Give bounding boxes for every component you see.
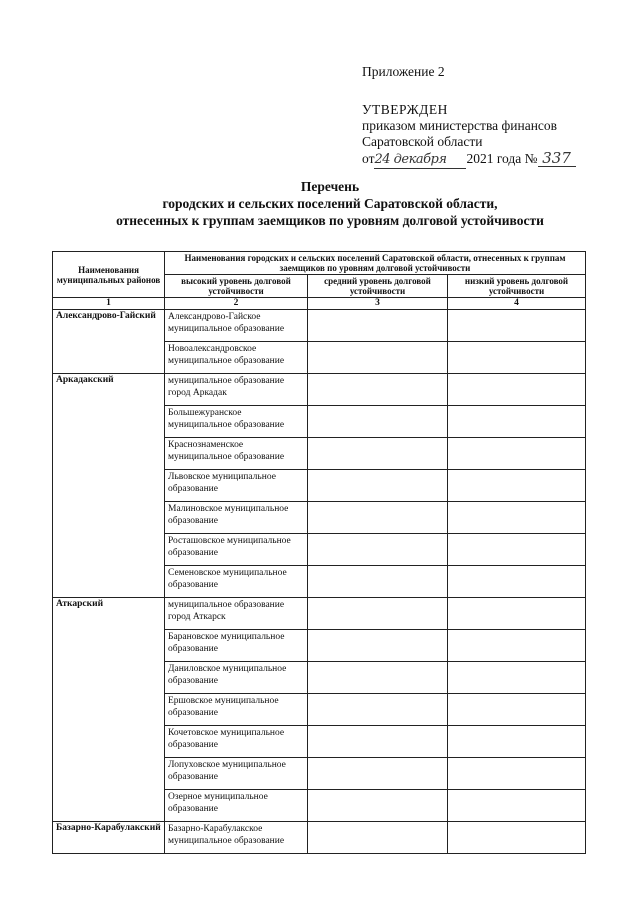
table-body <box>53 310 586 854</box>
table-row <box>53 598 586 630</box>
header-mid-level: средний уровень долговой устойчивости <box>308 275 448 298</box>
settlements-table <box>52 251 586 854</box>
settlement-name: муниципальное образование город Аткарск <box>165 598 308 630</box>
mid-level-cell <box>308 790 448 822</box>
column-number: 3 <box>308 298 448 310</box>
settlement-name: Львовское муниципальное образование <box>165 470 308 502</box>
mid-level-cell <box>308 438 448 470</box>
mid-level-cell <box>308 598 448 630</box>
settlement-name: Озерное муниципальное образование <box>165 790 308 822</box>
mid-level-cell <box>308 502 448 534</box>
low-level-cell <box>448 566 586 598</box>
low-level-cell <box>448 502 586 534</box>
title-line-2: городских и сельских поселений Саратовской области, <box>162 196 498 211</box>
low-level-cell <box>448 534 586 566</box>
column-number: 4 <box>448 298 586 310</box>
mid-level-cell <box>308 822 448 854</box>
low-level-cell <box>448 822 586 854</box>
district-name: Аркадакский <box>53 374 165 598</box>
settlement-name: Ершовское муниципальное образование <box>165 694 308 726</box>
settlement-name: Большежуранское муниципальное образование <box>165 406 308 438</box>
low-level-cell <box>448 630 586 662</box>
approved-label: УТВЕРЖДЕН <box>362 102 448 117</box>
settlement-name: Росташовское муниципальное образование <box>165 534 308 566</box>
district-name: Александрово-Гайский <box>53 310 165 374</box>
header-districts: Наименования муниципальных районов <box>53 252 165 298</box>
settlement-name: Краснознаменское муниципальное образование <box>165 438 308 470</box>
district-name: Базарно-Карабулакский <box>53 822 165 854</box>
handwritten-number: 337 <box>538 150 576 167</box>
column-number: 2 <box>165 298 308 310</box>
settlement-name: Барановское муниципальное образование <box>165 630 308 662</box>
mid-level-cell <box>308 534 448 566</box>
mid-level-cell <box>308 758 448 790</box>
date-prefix: от <box>362 151 375 166</box>
mid-level-cell <box>308 470 448 502</box>
settlement-name: Даниловское муниципальное образование <box>165 662 308 694</box>
table-row <box>53 310 586 342</box>
settlement-name: Александрово-Гайское муниципальное образование <box>165 310 308 342</box>
title-line-3: отнесенных к группам заемщиков по уровням долговой устойчивости <box>116 213 544 228</box>
mid-level-cell <box>308 694 448 726</box>
number-prefix: № <box>524 151 538 166</box>
table-row <box>53 374 586 406</box>
mid-level-cell <box>308 310 448 342</box>
settlement-name: Малиновское муниципальное образование <box>165 502 308 534</box>
low-level-cell <box>448 406 586 438</box>
mid-level-cell <box>308 566 448 598</box>
date-year: 2021 года <box>466 151 522 166</box>
mid-level-cell <box>308 662 448 694</box>
low-level-cell <box>448 310 586 342</box>
mid-level-cell <box>308 630 448 662</box>
low-level-cell <box>448 374 586 406</box>
column-number: 1 <box>53 298 165 310</box>
district-name: Аткарский <box>53 598 165 822</box>
document-title <box>40 178 620 229</box>
low-level-cell <box>448 726 586 758</box>
settlement-name: Лопуховское муниципальное образование <box>165 758 308 790</box>
low-level-cell <box>448 790 586 822</box>
low-level-cell <box>448 470 586 502</box>
settlement-name: Новоалександровское муниципальное образование <box>165 342 308 374</box>
low-level-cell <box>448 342 586 374</box>
settlement-name: муниципальное образование город Аркадак <box>165 374 308 406</box>
approval-block <box>362 64 576 169</box>
mid-level-cell <box>308 726 448 758</box>
settlement-name: Кочетовское муниципальное образование <box>165 726 308 758</box>
annex-label: Приложение 2 <box>362 64 445 79</box>
title-line-1: Перечень <box>300 179 360 194</box>
low-level-cell <box>448 438 586 470</box>
settlement-name: Базарно-Карабулакское муниципальное образование <box>165 822 308 854</box>
approval-line-2: Саратовской области <box>362 134 483 149</box>
low-level-cell <box>448 598 586 630</box>
header-group: Наименования городских и сельских поселений Саратовской области, отнесенных к группам заемщиков по уровням долговой устойчивости <box>165 252 586 275</box>
low-level-cell <box>448 694 586 726</box>
mid-level-cell <box>308 406 448 438</box>
mid-level-cell <box>308 342 448 374</box>
settlement-name: Семеновское муниципальное образование <box>165 566 308 598</box>
table-row <box>53 822 586 854</box>
approval-date-line <box>362 150 576 169</box>
header-high-level: высокий уровень долговой устойчивости <box>165 275 308 298</box>
low-level-cell <box>448 758 586 790</box>
mid-level-cell <box>308 374 448 406</box>
header-low-level: низкий уровень долговой устойчивости <box>448 275 586 298</box>
low-level-cell <box>448 662 586 694</box>
approval-line-1: приказом министерства финансов <box>362 118 558 133</box>
handwritten-date: 24 декабря <box>374 152 466 169</box>
